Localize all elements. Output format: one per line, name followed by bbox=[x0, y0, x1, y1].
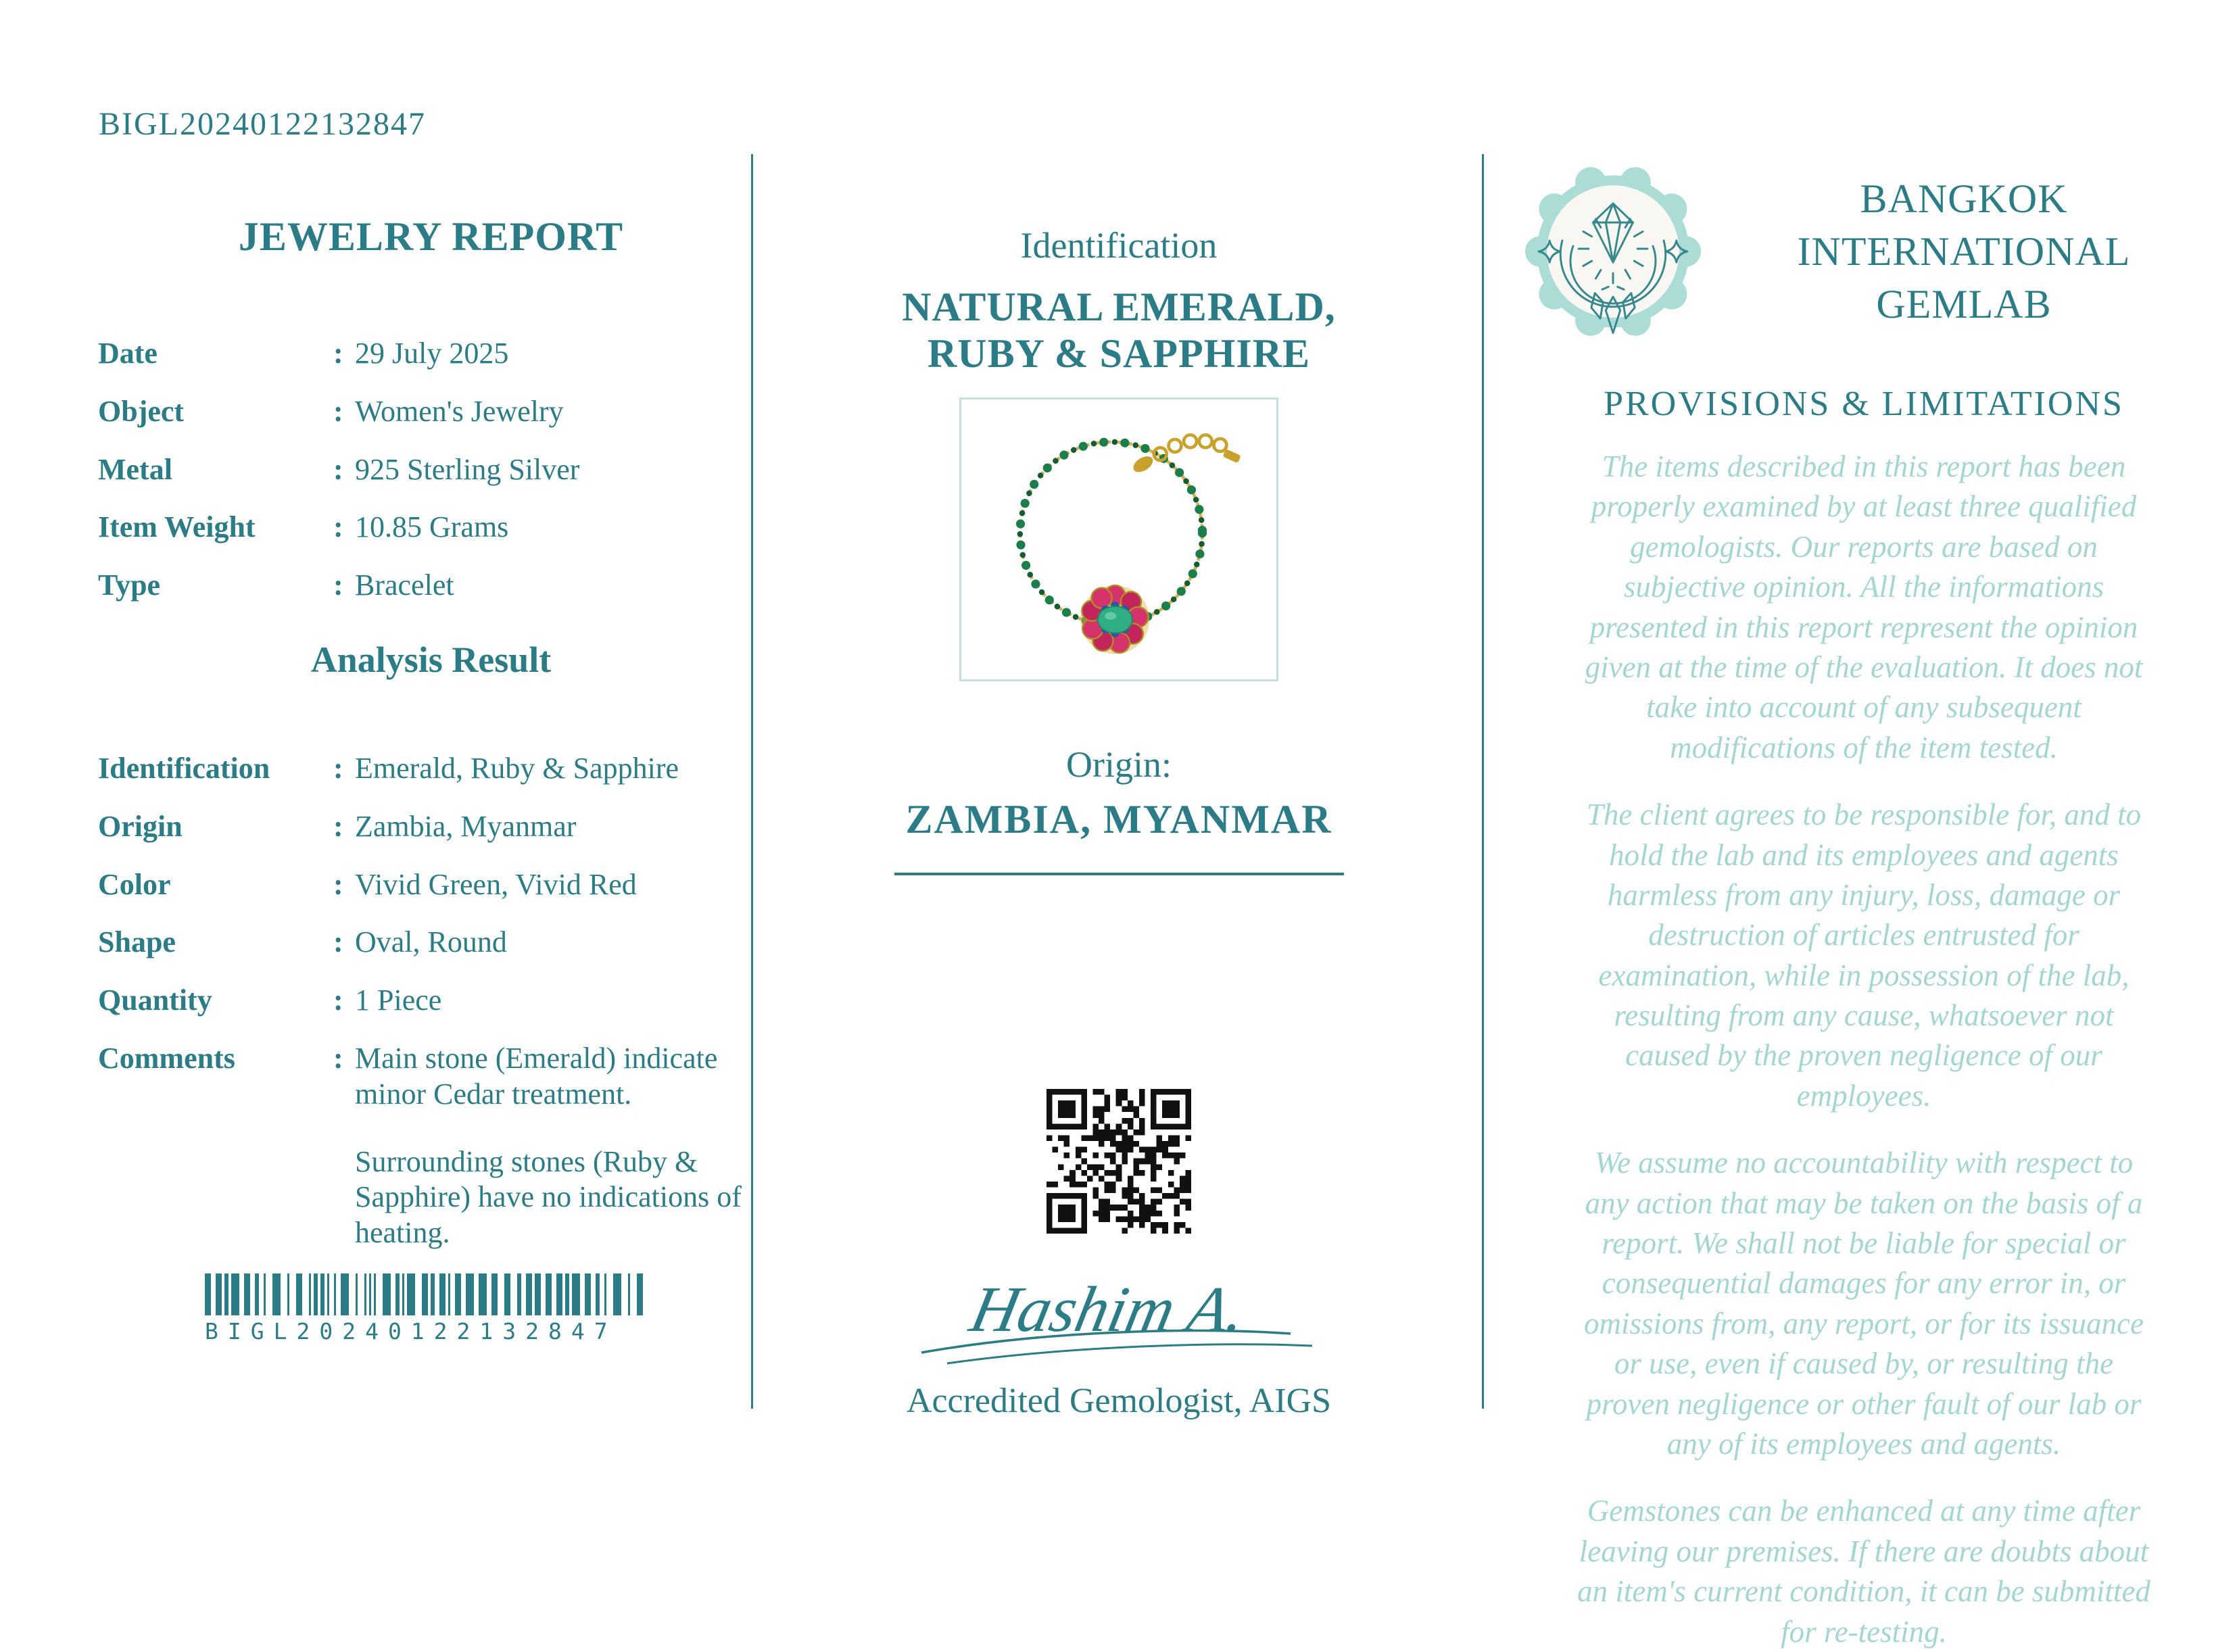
signature bbox=[801, 1261, 1437, 1378]
field-row-comments-extra bbox=[98, 1144, 764, 1251]
field-value: Main stone (Emerald) indicate minor Cedar treatment. bbox=[355, 1041, 718, 1111]
flower-pendant bbox=[1080, 585, 1149, 654]
field-colon: : bbox=[333, 809, 343, 843]
field-row-quantity bbox=[98, 983, 764, 1019]
analysis-fields bbox=[98, 751, 764, 1251]
field-row-object bbox=[98, 394, 764, 430]
provisions-paragraph: The items described in this report has been properly examined by at least three qualified gemologists. Our reports are based on subjective opinion. All the informations presented in this report represent the opinion given at the time of the evaluation. It does not take into account of any subsequent modifications of the item tested. bbox=[1585, 450, 2143, 764]
column-divider-right bbox=[1482, 154, 1484, 1409]
signer-title: Accredited Gemologist, AIGS bbox=[906, 1382, 1332, 1420]
field-value: 29 July 2025 bbox=[355, 337, 509, 370]
report-column bbox=[98, 203, 764, 1344]
field-value: 10.85 Grams bbox=[355, 510, 509, 544]
field-colon: : bbox=[333, 394, 343, 428]
origin-underline bbox=[894, 873, 1344, 875]
field-value: Bracelet bbox=[355, 568, 454, 602]
field-label: Item Weight bbox=[98, 510, 256, 544]
field-label: Metal bbox=[98, 452, 172, 486]
field-colon: : bbox=[333, 568, 343, 602]
identification-result: NATURAL EMERALD, RUBY & SAPPHIRE bbox=[902, 285, 1336, 376]
signature-name: Hashim A. bbox=[964, 1272, 1253, 1345]
barcode-bars bbox=[205, 1273, 662, 1315]
field-row-shape bbox=[98, 925, 764, 961]
field-row-comments bbox=[98, 1041, 764, 1113]
lab-logo-icon bbox=[1522, 161, 1704, 342]
provisions-title: PROVISIONS & LIMITATIONS bbox=[1604, 385, 2124, 423]
field-colon: : bbox=[333, 751, 343, 785]
lab-name: BANGKOK INTERNATIONAL GEMLAB bbox=[1797, 176, 2131, 326]
field-row-date bbox=[98, 336, 764, 372]
qr-code bbox=[1047, 1089, 1191, 1234]
provisions bbox=[1522, 447, 2205, 1652]
field-label: Type bbox=[98, 568, 161, 602]
lab-column bbox=[1522, 161, 2205, 1652]
report-fields bbox=[98, 336, 764, 604]
field-colon: : bbox=[333, 510, 343, 544]
jewelry-photo-frame bbox=[959, 397, 1278, 681]
report-number: BIGL20240122132847 bbox=[99, 106, 426, 142]
jewelry-photo bbox=[970, 406, 1268, 673]
comments-extra-text: Surrounding stones (Ruby & Sapphire) have no indications of heating. bbox=[355, 1144, 742, 1250]
field-label: Shape bbox=[98, 925, 176, 959]
field-row-color bbox=[98, 867, 764, 903]
field-label: Date bbox=[98, 337, 158, 370]
field-label: Color bbox=[98, 867, 171, 901]
field-colon: : bbox=[333, 983, 343, 1017]
barcode bbox=[205, 1273, 662, 1344]
field-value: Zambia, Myanmar bbox=[355, 809, 577, 843]
provisions-paragraph: Gemstones can be enhanced at any time after leaving our premises. If there are doubts about an item's current condition, it can be submitted for re-testing. bbox=[1577, 1494, 2150, 1649]
identification-heading: Identification bbox=[1020, 225, 1218, 266]
field-row-identification bbox=[98, 751, 764, 787]
report-title: JEWELRY REPORT bbox=[238, 214, 624, 259]
field-colon: : bbox=[333, 452, 343, 486]
provisions-paragraph: We assume no accountability with respect to any action that may be taken on the basis of a report. We shall not be liable for special or consequential damages for any error in, or omissions from, any report, or for its issuance or use, even if caused by, or resulting the proven negligence or other fault of our lab or any of its employees and agents. bbox=[1584, 1146, 2144, 1461]
field-colon: : bbox=[333, 337, 343, 370]
field-colon: : bbox=[333, 925, 343, 959]
field-value: Vivid Green, Vivid Red bbox=[355, 867, 637, 901]
origin-label: Origin: bbox=[1066, 744, 1172, 785]
field-label: Origin bbox=[98, 809, 183, 843]
identification-column bbox=[801, 224, 1437, 1421]
field-label: Object bbox=[98, 394, 185, 428]
field-row-metal bbox=[98, 452, 764, 488]
field-colon: : bbox=[333, 1041, 343, 1075]
lab-header bbox=[1522, 161, 2205, 342]
field-row-item-weight bbox=[98, 510, 764, 545]
field-value: 1 Piece bbox=[355, 983, 442, 1017]
field-label: Identification bbox=[98, 751, 270, 785]
analysis-result-title: Analysis Result bbox=[310, 639, 552, 680]
field-row-type bbox=[98, 568, 764, 604]
field-label: Quantity bbox=[98, 983, 212, 1017]
signature-art bbox=[903, 1261, 1335, 1378]
field-value: Oval, Round bbox=[355, 925, 507, 959]
field-row-origin bbox=[98, 809, 764, 845]
field-value: Women's Jewelry bbox=[355, 394, 564, 428]
provisions-paragraph: The client agrees to be responsible for, and to hold the lab and its employees and agents harmless from any injury, loss, damage or destruction of articles entrusted for examination, while in possession of the lab, resulting from any cause, whatsoever not caused by the proven negligence of our employees. bbox=[1586, 798, 2142, 1113]
field-value: Emerald, Ruby & Sapphire bbox=[355, 751, 679, 785]
field-colon: : bbox=[333, 867, 343, 901]
origin-value: ZAMBIA, MYANMAR bbox=[905, 797, 1332, 842]
field-value: 925 Sterling Silver bbox=[355, 452, 580, 486]
field-label: Comments bbox=[98, 1041, 235, 1075]
barcode-number: BIGL20240122132847 bbox=[205, 1317, 617, 1344]
